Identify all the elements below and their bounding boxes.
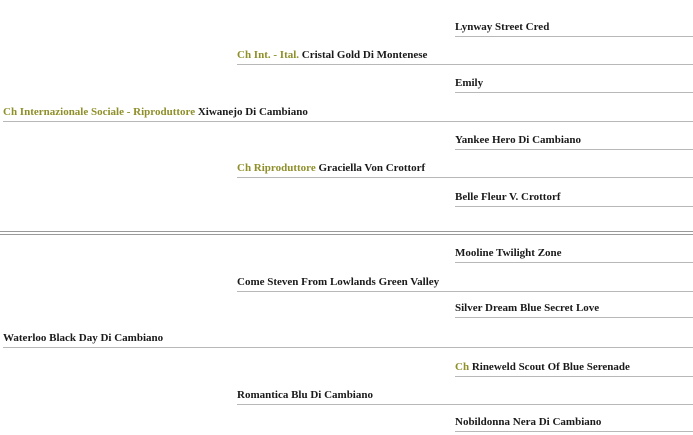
pedigree-entry-sire: [3, 105, 693, 122]
pedigree-entry-sire-great-4: [455, 190, 693, 207]
section-divider: [0, 231, 693, 235]
dog-name-link[interactable]: Xiwanejo Di Cambiano: [197, 106, 308, 118]
dog-name-link[interactable]: Silver Dream Blue Secret Love: [455, 302, 600, 314]
dog-name-link[interactable]: Emily: [455, 77, 484, 89]
dog-name-link[interactable]: Graciella Von Crottorf: [318, 162, 426, 174]
dog-name-link[interactable]: Mooline Twilight Zone: [455, 247, 562, 259]
pedigree-entry-sire-great-1: [455, 20, 693, 37]
pedigree-entry-dam-grandparent-1: [237, 275, 693, 292]
title: Ch Int. - Ital.: [237, 49, 302, 61]
pedigree-entry-sire-grandparent-1: [237, 48, 693, 65]
pedigree-entry-sire-great-2: [455, 76, 693, 93]
dog-name-link[interactable]: Romantica Blu Di Cambiano: [237, 389, 373, 401]
pedigree-entry-dam: [3, 331, 693, 348]
pedigree-entry-dam-grandparent-2: [237, 388, 693, 405]
title: Ch Internazionale Sociale - Riproduttore: [3, 106, 198, 118]
pedigree-entry-sire-grandparent-2: [237, 161, 693, 178]
pedigree-entry-dam-great-2: [455, 301, 693, 318]
pedigree-entry-dam-great-1: [455, 246, 693, 263]
dog-name-link[interactable]: Belle Fleur V. Crottorf: [455, 191, 561, 203]
dog-name-link[interactable]: Lynway Street Cred: [455, 21, 550, 33]
pedigree-entry-dam-great-4: [455, 415, 693, 432]
dog-name-link[interactable]: Come Steven From Lowlands Green Valley: [237, 276, 440, 288]
dog-name-link[interactable]: Waterloo Black Day Di Cambiano: [3, 332, 164, 344]
title: Ch: [455, 361, 472, 373]
pedigree-entry-sire-great-3: [455, 133, 693, 150]
dog-name-link[interactable]: Cristal Gold Di Montenese: [301, 49, 428, 61]
pedigree-entry-dam-great-3: [455, 360, 693, 377]
title: Ch Riproduttore: [237, 162, 319, 174]
dog-name-link[interactable]: Rineweld Scout Of Blue Serenade: [471, 361, 630, 373]
dog-name-link[interactable]: Nobildonna Nera Di Cambiano: [455, 416, 602, 428]
dog-name-link[interactable]: Yankee Hero Di Cambiano: [455, 134, 581, 146]
